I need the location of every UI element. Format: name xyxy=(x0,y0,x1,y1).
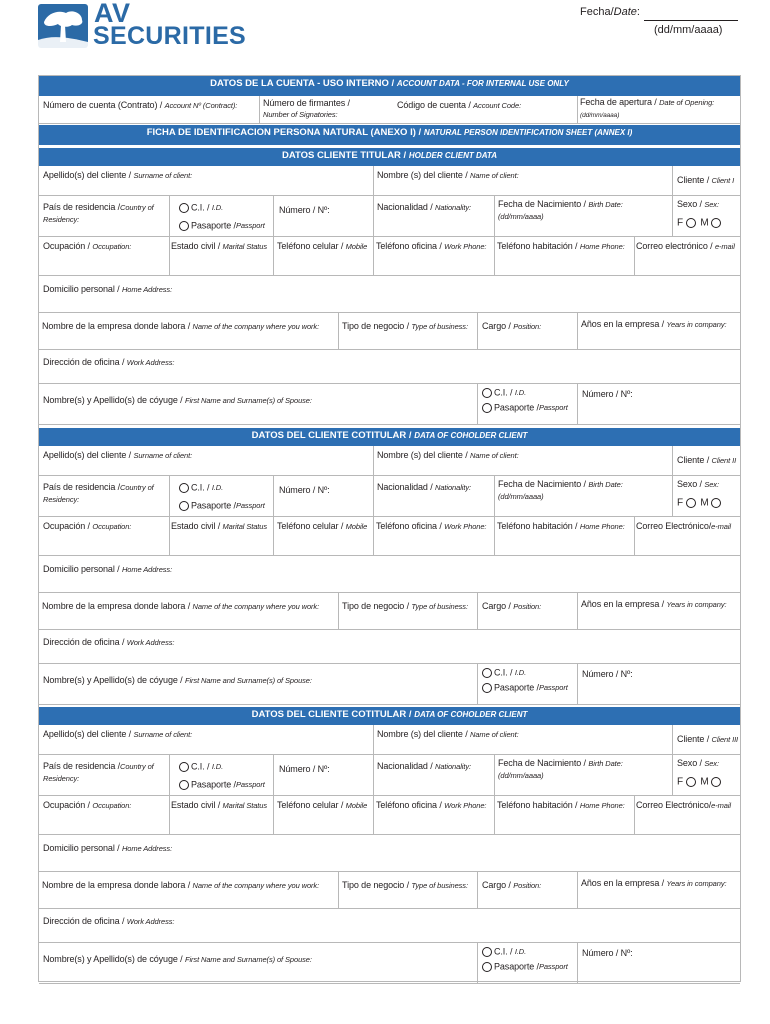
residency-row xyxy=(39,476,740,517)
work-address-field[interactable]: Dirección de oficina / Work Address: xyxy=(43,637,175,647)
mobile-field[interactable]: Teléfono celular / Mobile xyxy=(277,800,368,810)
spouse-name-field[interactable]: Nombre(s) y Apellido(s) de cóyuge / First Name and Surname(s) of Spouse: xyxy=(43,954,312,964)
spouse-id-radio[interactable]: C.I. / I.D. xyxy=(482,946,526,958)
work-phone-field[interactable]: Teléfono oficina / Work Phone: xyxy=(376,521,487,531)
position-field[interactable]: Cargo / Position: xyxy=(482,321,542,331)
spouse-id-number-field[interactable]: Número / Nº: xyxy=(582,948,633,958)
company-field[interactable]: Nombre de la empresa donde labora / Name of the company where you work: xyxy=(42,321,320,331)
sex-m-radio-icon[interactable] xyxy=(711,777,721,787)
surname-field[interactable]: Apellido(s) del cliente / Surname of client: xyxy=(43,170,193,180)
passport-radio[interactable]: Pasaporte /Passport xyxy=(179,779,265,791)
client-section-2 xyxy=(39,428,740,706)
id-radio-icon[interactable] xyxy=(179,762,189,772)
client-number-label: Cliente / Client II xyxy=(677,455,737,465)
company-field[interactable]: Nombre de la empresa donde labora / Name of the company where you work: xyxy=(42,880,320,890)
marital-status-field[interactable]: Estado civil / Marital Status xyxy=(171,241,267,251)
account-number-field[interactable]: Número de cuenta (Contrato) / Account Nº (Contract): xyxy=(43,100,238,110)
spouse-row xyxy=(39,384,740,425)
id-number-field[interactable]: Número / Nº: xyxy=(279,205,330,215)
surname-field[interactable]: Apellido(s) del cliente / Surname of client: xyxy=(43,450,193,460)
country-field[interactable]: País de residencia /Country of Residency: xyxy=(43,761,154,783)
company-field[interactable]: Nombre de la empresa donde labora / Name of the company where you work: xyxy=(42,601,320,611)
section-header: DATOS DEL CLIENTE COTITULAR / DATA OF COHOLDER CLIENT xyxy=(39,428,740,446)
country-field[interactable]: País de residencia /Country of Residency: xyxy=(43,482,154,504)
occupation-row xyxy=(39,796,740,835)
home-address-field[interactable]: Domicilio personal / Home Address: xyxy=(43,843,173,853)
client-name-field[interactable]: Nombre (s) del cliente / Name of client: xyxy=(377,450,519,460)
residency-row xyxy=(39,755,740,796)
country-field[interactable]: País de residencia /Country of Residency: xyxy=(43,202,154,224)
date-field[interactable] xyxy=(580,6,740,42)
passport-radio-icon[interactable] xyxy=(179,221,189,231)
occupation-row xyxy=(39,517,740,556)
email-field[interactable]: Correo Electrónico/e-mail xyxy=(636,521,731,531)
passport-radio-icon[interactable] xyxy=(179,501,189,511)
sex-options[interactable]: F M xyxy=(677,218,723,229)
id-radio-icon[interactable] xyxy=(179,483,189,493)
spouse-id-radio-icon[interactable] xyxy=(482,668,492,678)
sex-f-radio-icon[interactable] xyxy=(686,777,696,787)
surname-field[interactable]: Apellido(s) del cliente / Surname of client: xyxy=(43,729,193,739)
years-field[interactable]: Años en la empresa / Years in company: xyxy=(581,878,727,888)
sex-label: Sexo / Sex: xyxy=(677,199,719,209)
sex-options[interactable]: F M xyxy=(677,777,723,788)
employment-row xyxy=(39,593,740,630)
spouse-id-radio-icon[interactable] xyxy=(482,388,492,398)
id-radio-icon[interactable] xyxy=(179,203,189,213)
id-number-field[interactable]: Número / Nº: xyxy=(279,764,330,774)
name-row xyxy=(39,166,740,196)
residency-row xyxy=(39,196,740,237)
passport-radio[interactable]: Pasaporte /Passport xyxy=(179,500,265,512)
home-phone-field[interactable]: Teléfono habitación / Home Phone: xyxy=(497,521,625,531)
mobile-field[interactable]: Teléfono celular / Mobile xyxy=(277,241,368,251)
section-header: DATOS DEL CLIENTE COTITULAR / DATA OF COHOLDER CLIENT xyxy=(39,707,740,725)
work-address-field[interactable]: Dirección de oficina / Work Address: xyxy=(43,916,175,926)
home-address-field[interactable]: Domicilio personal / Home Address: xyxy=(43,564,173,574)
date-label: Fecha/Date: xyxy=(580,6,640,18)
occupation-row xyxy=(39,237,740,276)
spouse-row xyxy=(39,664,740,705)
spouse-passport-radio-icon[interactable] xyxy=(482,683,492,693)
home-address-row xyxy=(39,276,740,313)
client-name-field[interactable]: Nombre (s) del cliente / Name of client: xyxy=(377,170,519,180)
email-field[interactable]: Correo Electrónico/e-mail xyxy=(636,800,731,810)
av-securities-logo xyxy=(38,0,247,50)
signatories-field[interactable]: Número de firmantes / Number of Signatories: xyxy=(263,98,350,119)
tree-logo-icon xyxy=(38,4,88,48)
name-row xyxy=(39,725,740,755)
birth-date-field[interactable]: Fecha de Nacimiento / Birth Date: (dd/mm/aaaa) xyxy=(498,479,623,501)
spouse-id-radio[interactable]: C.I. / I.D. xyxy=(482,387,526,399)
sex-m-radio-icon[interactable] xyxy=(711,498,721,508)
work-phone-field[interactable]: Teléfono oficina / Work Phone: xyxy=(376,241,487,251)
sex-f-radio-icon[interactable] xyxy=(686,218,696,228)
id-radio[interactable]: C.I. / I.D. xyxy=(179,202,223,214)
mobile-field[interactable]: Teléfono celular / Mobile xyxy=(277,521,368,531)
home-address-row xyxy=(39,556,740,593)
spouse-passport-radio-icon[interactable] xyxy=(482,403,492,413)
work-address-row xyxy=(39,909,740,943)
business-type-field[interactable]: Tipo de negocio / Type of business: xyxy=(342,321,468,331)
sex-m-radio-icon[interactable] xyxy=(711,218,721,228)
occupation-field[interactable]: Ocupación / Occupation: xyxy=(43,800,132,810)
marital-status-field[interactable]: Estado civil / Marital Status xyxy=(171,800,267,810)
home-phone-field[interactable]: Teléfono habitación / Home Phone: xyxy=(497,800,625,810)
client-number-label: Cliente / Client III xyxy=(677,734,739,744)
sex-f-radio-icon[interactable] xyxy=(686,498,696,508)
work-address-row xyxy=(39,350,740,384)
nationality-field[interactable]: Nacionalidad / Nationality: xyxy=(377,202,471,212)
spouse-passport-radio[interactable]: Pasaporte /Passport xyxy=(482,402,568,414)
account-code-field[interactable]: Código de cuenta / Account Code: xyxy=(397,100,522,110)
client-number-label: Cliente / Client I xyxy=(677,175,735,185)
spouse-id-number-field[interactable]: Número / Nº: xyxy=(582,669,633,679)
opening-date-field[interactable]: Fecha de apertura / Date of Opening: (dd/mm/aaaa) xyxy=(580,97,715,119)
employment-row xyxy=(39,313,740,350)
client-name-field[interactable]: Nombre (s) del cliente / Name of client: xyxy=(377,729,519,739)
brand-av: AV xyxy=(94,0,131,28)
spouse-name-field[interactable]: Nombre(s) y Apellido(s) de cóyuge / First Name and Surname(s) of Spouse: xyxy=(43,395,312,405)
occupation-field[interactable]: Ocupación / Occupation: xyxy=(43,521,132,531)
marital-status-field[interactable]: Estado civil / Marital Status xyxy=(171,521,267,531)
id-radio[interactable]: C.I. / I.D. xyxy=(179,482,223,494)
sex-label: Sexo / Sex: xyxy=(677,479,719,489)
passport-radio[interactable]: Pasaporte /Passport xyxy=(179,220,265,232)
work-phone-field[interactable]: Teléfono oficina / Work Phone: xyxy=(376,800,487,810)
work-address-row xyxy=(39,630,740,664)
spouse-id-radio[interactable]: C.I. / I.D. xyxy=(482,667,526,679)
client-section-1 xyxy=(39,148,740,426)
identification-form xyxy=(38,75,741,982)
brand-securities: SECURITIES xyxy=(93,22,247,50)
email-field[interactable]: Correo electrónico / e-mail xyxy=(636,241,735,251)
spouse-id-number-field[interactable]: Número / Nº: xyxy=(582,389,633,399)
nationality-field[interactable]: Nacionalidad / Nationality: xyxy=(377,482,471,492)
spouse-passport-radio-icon[interactable] xyxy=(482,962,492,972)
home-address-field[interactable]: Domicilio personal / Home Address: xyxy=(43,284,173,294)
years-field[interactable]: Años en la empresa / Years in company: xyxy=(581,319,727,329)
id-number-field[interactable]: Número / Nº: xyxy=(279,485,330,495)
spouse-id-radio-icon[interactable] xyxy=(482,947,492,957)
birth-date-field[interactable]: Fecha de Nacimiento / Birth Date: (dd/mm/aaaa) xyxy=(498,199,623,221)
occupation-field[interactable]: Ocupación / Occupation: xyxy=(43,241,132,251)
employment-row xyxy=(39,872,740,909)
account-data-row xyxy=(39,96,740,124)
passport-radio-icon[interactable] xyxy=(179,780,189,790)
date-format: (dd/mm/aaaa) xyxy=(654,24,723,36)
sex-options[interactable]: F M xyxy=(677,498,723,509)
nationality-field[interactable]: Nacionalidad / Nationality: xyxy=(377,761,471,771)
account-data-header: DATOS DE LA CUENTA - USO INTERNO / ACCOUNT DATA - FOR INTERNAL USE ONLY xyxy=(39,76,740,96)
spouse-row xyxy=(39,943,740,984)
home-phone-field[interactable]: Teléfono habitación / Home Phone: xyxy=(497,241,625,251)
sex-label: Sexo / Sex: xyxy=(677,758,719,768)
birth-date-field[interactable]: Fecha de Nacimiento / Birth Date: (dd/mm/aaaa) xyxy=(498,758,623,780)
id-radio[interactable]: C.I. / I.D. xyxy=(179,761,223,773)
section-header: DATOS CLIENTE TITULAR / HOLDER CLIENT DATA xyxy=(39,148,740,166)
position-field[interactable]: Cargo / Position: xyxy=(482,601,542,611)
work-address-field[interactable]: Dirección de oficina / Work Address: xyxy=(43,357,175,367)
spouse-passport-radio[interactable]: Pasaporte /Passport xyxy=(482,961,568,973)
annex-header: FICHA DE IDENTIFICACION PERSONA NATURAL (ANEXO I) / NATURAL PERSON IDENTIFICATION SHEET (ANNEX I) xyxy=(39,125,740,145)
business-type-field[interactable]: Tipo de negocio / Type of business: xyxy=(342,601,468,611)
spouse-name-field[interactable]: Nombre(s) y Apellido(s) de cóyuge / First Name and Surname(s) of Spouse: xyxy=(43,675,312,685)
position-field[interactable]: Cargo / Position: xyxy=(482,880,542,890)
home-address-row xyxy=(39,835,740,872)
name-row xyxy=(39,446,740,476)
date-input-line[interactable] xyxy=(644,20,738,21)
client-section-3 xyxy=(39,707,740,985)
spouse-passport-radio[interactable]: Pasaporte /Passport xyxy=(482,682,568,694)
years-field[interactable]: Años en la empresa / Years in company: xyxy=(581,599,727,609)
business-type-field[interactable]: Tipo de negocio / Type of business: xyxy=(342,880,468,890)
